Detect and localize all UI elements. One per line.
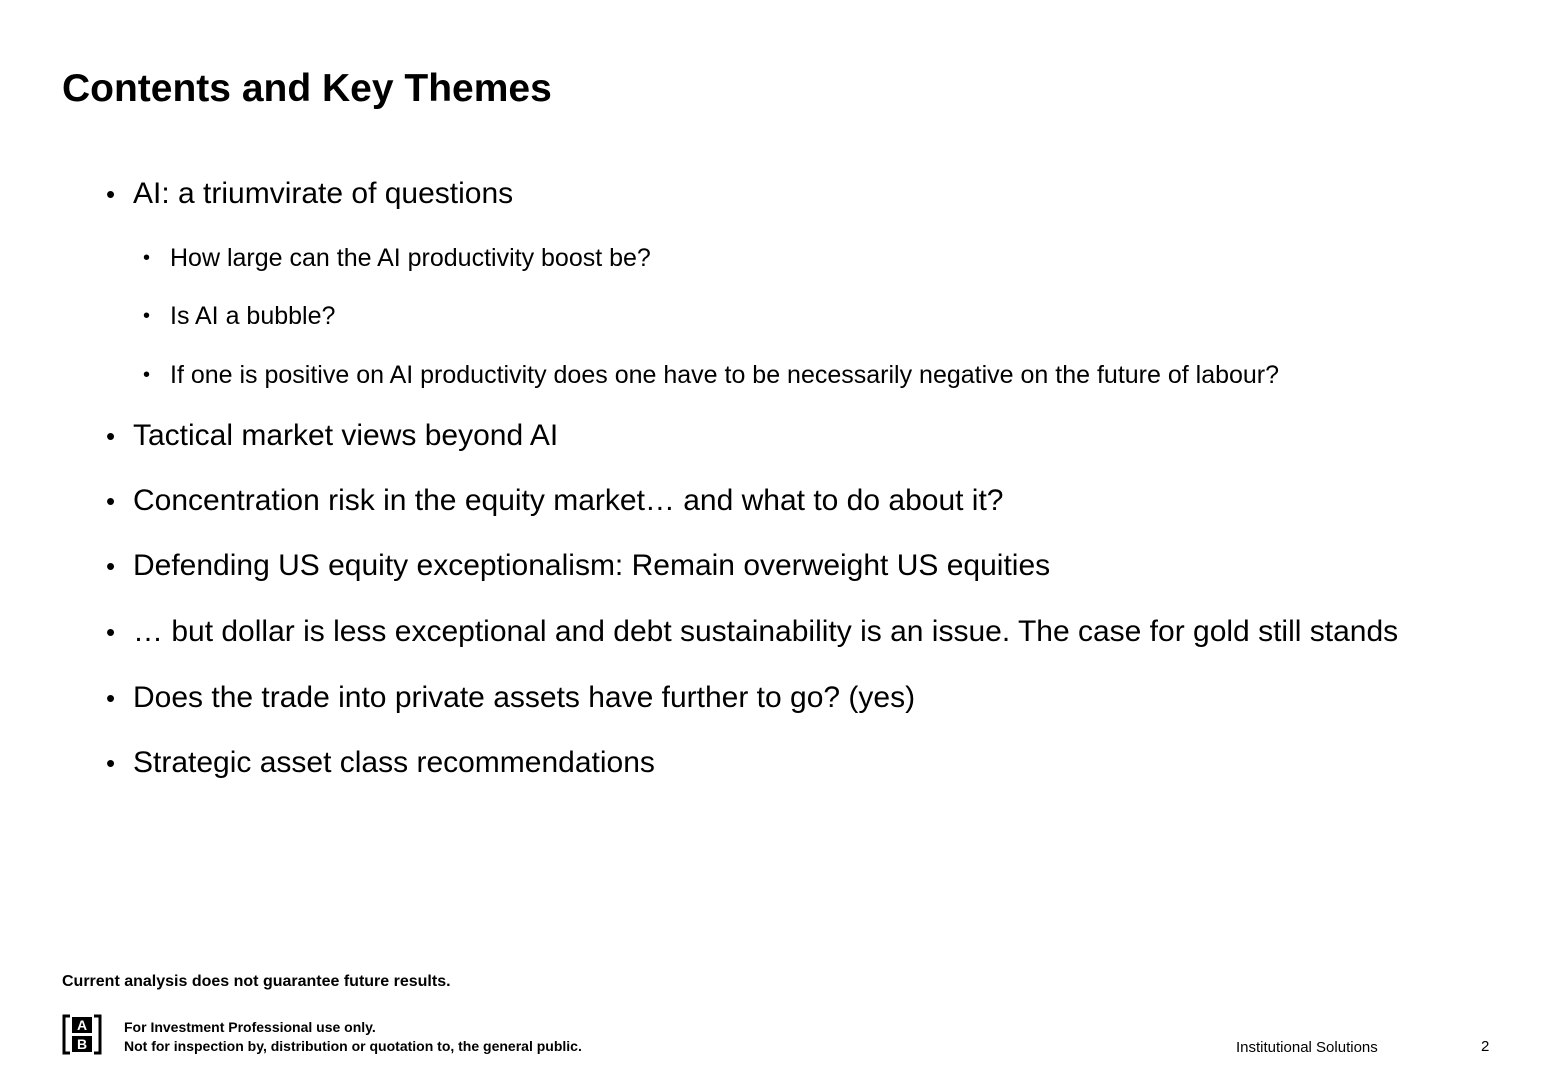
list-item-label: Defending US equity exceptionalism: Remain overweight US equities bbox=[133, 549, 1051, 582]
bullet-icon: • bbox=[143, 305, 151, 327]
footer-notice-line-2: Not for inspection by, distribution or quotation to, the general public. bbox=[124, 1038, 582, 1054]
page-title: Contents and Key Themes bbox=[62, 67, 552, 110]
bullet-icon: • bbox=[106, 421, 116, 451]
bullet-icon: • bbox=[106, 179, 116, 209]
list-item bbox=[106, 548, 1050, 584]
bullet-icon: • bbox=[143, 364, 151, 386]
list-item bbox=[106, 680, 915, 716]
bullet-icon: • bbox=[143, 247, 151, 269]
bullet-icon: • bbox=[106, 486, 116, 516]
bullet-icon: • bbox=[106, 617, 116, 647]
list-item bbox=[106, 483, 1003, 519]
footer-notice-line-1: For Investment Professional use only. bbox=[124, 1019, 376, 1035]
page-number: 2 bbox=[1481, 1038, 1490, 1055]
logo-letter-a: A bbox=[76, 1017, 88, 1033]
list-item-label: Concentration risk in the equity market… and what to do about it? bbox=[133, 484, 1004, 517]
ab-logo bbox=[61, 1014, 103, 1055]
bullet-icon: • bbox=[106, 551, 116, 581]
list-item-label: Does the trade into private assets have further to go? (yes) bbox=[133, 681, 916, 714]
bullet-icon: • bbox=[106, 748, 116, 778]
logo-letter-b: B bbox=[76, 1036, 88, 1052]
list-item bbox=[106, 614, 1398, 650]
footer-notice bbox=[124, 1018, 582, 1056]
list-item bbox=[106, 418, 558, 454]
list-item bbox=[143, 243, 651, 273]
list-item-label: AI: a triumvirate of questions bbox=[133, 177, 514, 210]
list-item-label: How large can the AI productivity boost be? bbox=[170, 244, 651, 272]
bullet-icon: • bbox=[106, 683, 116, 713]
list-item bbox=[143, 301, 335, 331]
list-item bbox=[143, 360, 1279, 390]
list-item-label: Strategic asset class recommendations bbox=[133, 746, 655, 779]
footer-brand: Institutional Solutions bbox=[1236, 1039, 1378, 1056]
list-item-label: Tactical market views beyond AI bbox=[133, 419, 559, 452]
list-item bbox=[106, 745, 655, 781]
disclaimer: Current analysis does not guarantee future results. bbox=[62, 973, 451, 990]
list-item bbox=[106, 176, 513, 212]
list-item-label: If one is positive on AI productivity does one have to be necessarily negative on the future of labour? bbox=[170, 361, 1280, 389]
list-item-label: … but dollar is less exceptional and debt sustainability is an issue. The case for gold still stands bbox=[133, 615, 1399, 648]
list-item-label: Is AI a bubble? bbox=[170, 302, 336, 330]
